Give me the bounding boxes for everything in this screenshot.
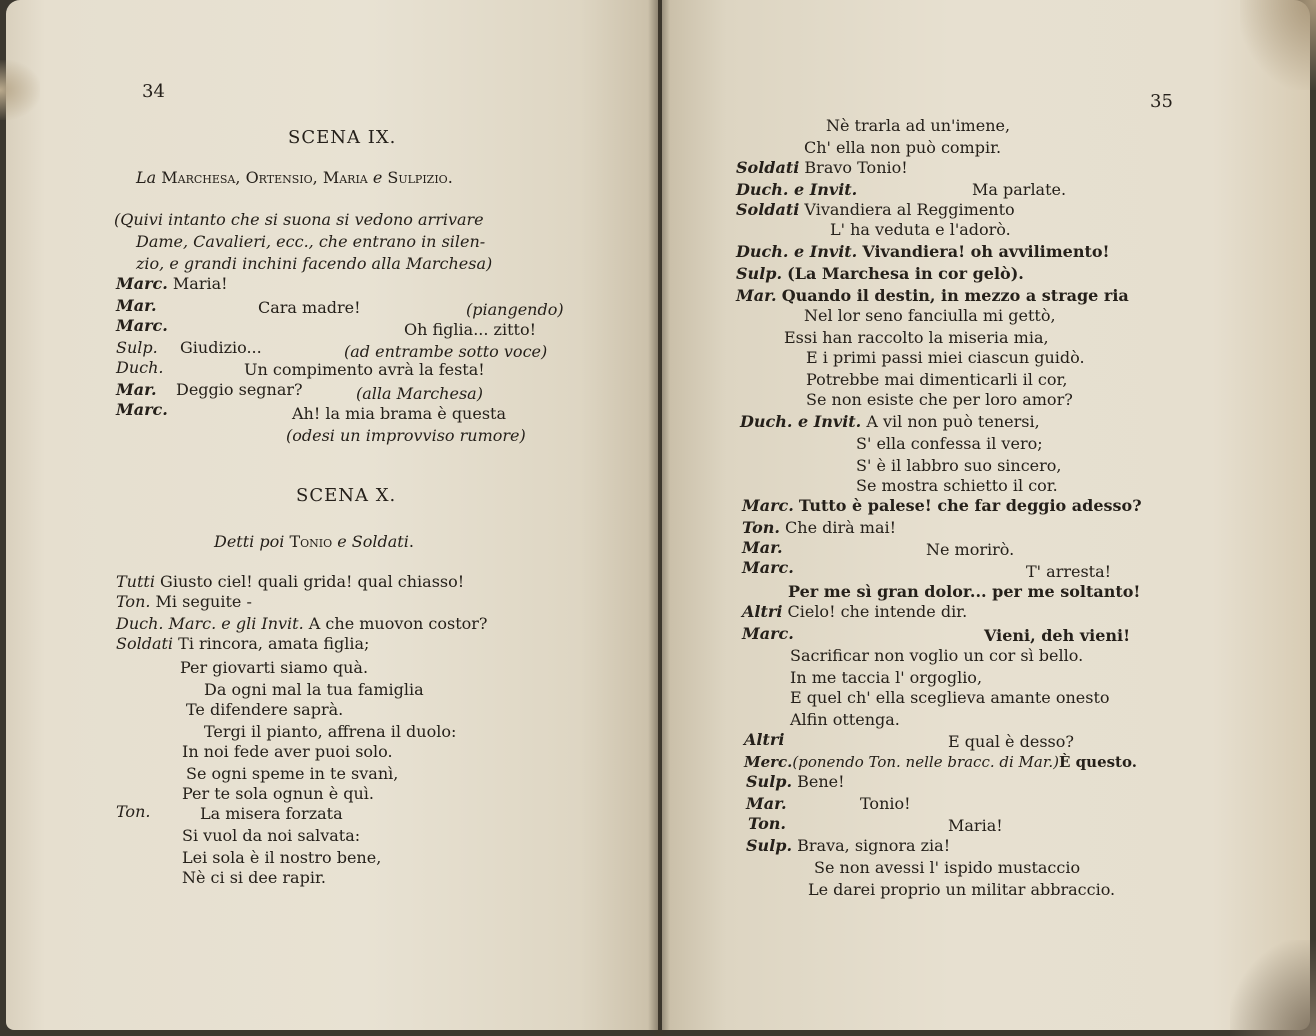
cast-text: , <box>312 168 323 187</box>
line-text: Bene! <box>797 772 845 791</box>
verse-line: Tergi il pianto, affrena il duolo: <box>204 722 457 741</box>
verse-line: Potrebbe mai dimenticarli il cor, <box>806 370 1068 389</box>
line-text: Tonio! <box>860 794 911 813</box>
verse-line: E quel ch' ella sceglieva amante onesto <box>790 688 1110 707</box>
verse-line: Per giovarti siamo quà. <box>180 658 369 677</box>
scene-cast <box>214 532 414 552</box>
verse-line: E i primi passi miei ciascun guidò. <box>806 348 1085 367</box>
speaker-name: Marc. <box>742 496 794 515</box>
cast-name: Sulpizio <box>387 168 448 187</box>
verse-line: Se non avessi l' ispido mustaccio <box>814 858 1081 877</box>
line-text: Vieni, deh vieni! <box>984 626 1131 645</box>
line-text: Ne morirò. <box>926 540 1015 559</box>
speaker-name: Altri <box>742 602 783 621</box>
verse-line: In noi fede aver puoi solo. <box>182 742 393 761</box>
stage-direction: (piangendo) <box>466 300 564 319</box>
line-text: Brava, signora zia! <box>797 836 951 855</box>
stage-direction: (ponendo Ton. nelle bracc. di Mar.) <box>792 753 1060 771</box>
dialogue-line <box>116 274 228 294</box>
scene-title: SCENA IX. <box>288 127 397 148</box>
speaker-name: Duch. e Invit. <box>736 180 858 199</box>
verse-line: Da ogni mal la tua famiglia <box>204 680 424 699</box>
cast-name: Soldati <box>351 532 409 551</box>
dialogue-line <box>744 752 1137 772</box>
line-text: Bravo Tonio! <box>804 158 908 177</box>
verse-line: Alfin ottenga. <box>790 710 900 729</box>
verse-line: S' è il labbro suo sincero, <box>856 456 1062 475</box>
dialogue-line <box>736 264 1024 284</box>
dialogue-line <box>742 518 896 538</box>
speaker-name: Mar. <box>746 794 787 813</box>
line-text: Un compimento avrà la festa! <box>244 360 485 379</box>
stage-direction: zio, e grandi inchini facendo alla Marchesa) <box>136 254 493 273</box>
verse-line: Lei sola è il nostro bene, <box>182 848 382 867</box>
stage-direction: (ad entrambe sotto voce) <box>344 342 548 361</box>
speaker-name: Sulp. <box>116 338 158 357</box>
line-text: A che muovon costor? <box>308 614 488 633</box>
page-number: 35 <box>1150 91 1173 112</box>
speaker-name: Mar. <box>116 380 157 399</box>
page-stain <box>1230 940 1316 1036</box>
verse-line: L' ha veduta e l'adorò. <box>830 220 1011 239</box>
page-number: 34 <box>142 81 165 102</box>
speaker-name: Duch. e Invit. <box>736 242 858 261</box>
verse-line: Per me sì gran dolor... per me soltanto! <box>788 582 1141 601</box>
speaker-name: Marc. <box>116 274 168 293</box>
dialogue-line <box>116 634 369 654</box>
speaker-name: Sulp. <box>746 836 793 855</box>
speaker-name: Marc. <box>742 558 794 577</box>
dialogue-line <box>742 602 967 622</box>
cast-text: e <box>332 532 352 551</box>
speaker-name: Soldati <box>736 200 800 219</box>
cast-text: Detti poi <box>214 532 290 551</box>
line-text: Vivandiera! oh avvilimento! <box>862 242 1110 261</box>
cast-text: . <box>447 168 453 187</box>
stage-direction: (Quivi intanto che si suona si vedono arrivare <box>114 210 484 229</box>
dialogue-line <box>736 200 1015 220</box>
verse-line: Nè ci si dee rapir. <box>182 868 326 887</box>
speaker-name: Altri <box>744 730 785 749</box>
stage-direction: Dame, Cavalieri, ecc., che entrano in silen- <box>136 232 486 251</box>
line-text: Giudizio... <box>180 338 262 357</box>
verse-line: Per te sola ognun è quì. <box>182 784 374 803</box>
dialogue-line <box>116 572 464 592</box>
line-text: A vil non può tenersi, <box>866 412 1040 431</box>
line-text: Giusto ciel! quali grida! qual chiasso! <box>160 572 465 591</box>
line-text: Ti rincora, amata figlia; <box>178 634 370 653</box>
line-text: Cara madre! <box>258 298 361 317</box>
stage-direction: (odesi un improvviso rumore) <box>286 426 526 445</box>
speaker-name: Soldati <box>736 158 800 177</box>
scene-title: SCENA X. <box>296 485 397 506</box>
dialogue-line <box>736 286 1129 306</box>
line-text: Tutto è palese! che far deggio adesso? <box>798 496 1142 515</box>
dialogue-line <box>742 496 1142 516</box>
verse-line: Se mostra schietto il cor. <box>856 476 1058 495</box>
verse-line: Sacrificar non voglio un cor sì bello. <box>790 646 1084 665</box>
line-text: Che dirà mai! <box>785 518 897 537</box>
page-stain <box>0 60 40 120</box>
line-text: Maria! <box>948 816 1003 835</box>
verse-line: Le darei proprio un militar abbraccio. <box>808 880 1116 899</box>
stage-direction: (alla Marchesa) <box>356 384 483 403</box>
dialogue-line <box>746 772 845 792</box>
line-text: Ah! la mia brama è questa <box>292 404 507 423</box>
speaker-name: Marc. <box>742 624 794 643</box>
cast-text: , <box>235 168 246 187</box>
line-text: (La Marchesa in cor gelò). <box>787 264 1024 283</box>
line-text: E qual è desso? <box>948 732 1074 751</box>
cast-name: Marchesa <box>161 168 236 187</box>
verse-line: In me taccia l' orgoglio, <box>790 668 983 687</box>
speaker-name: Tutti <box>116 572 155 591</box>
cast-name: Ortensio <box>245 168 313 187</box>
speaker-name: Marc. <box>116 400 168 419</box>
speaker-name: Sulp. <box>736 264 783 283</box>
verse-line: Nel lor seno fanciulla mi gettò, <box>804 306 1056 325</box>
line-text: Deggio segnar? <box>176 380 303 399</box>
scene-cast <box>136 168 453 188</box>
cast-name: Maria <box>322 168 368 187</box>
line-text: Maria! <box>172 274 228 293</box>
speaker-name: Duch. <box>116 358 164 377</box>
speaker-name: Ton. <box>742 518 780 537</box>
speaker-name: Mar. <box>742 538 783 557</box>
verse-line: Se non esiste che per loro amor? <box>806 390 1073 409</box>
book-gutter <box>648 0 670 1036</box>
line-text: Vivandiera al Reggimento <box>804 200 1015 219</box>
line-text: Mi seguite - <box>155 592 252 611</box>
verse-line: Se ogni speme in te svanì, <box>186 764 399 783</box>
page-stain <box>1240 0 1316 90</box>
dialogue-line <box>116 592 252 612</box>
line-text: Cielo! che intende dir. <box>787 602 968 621</box>
cast-text: e <box>367 168 388 187</box>
verse-line: Ch' ella non può compir. <box>804 138 1002 157</box>
speaker-name: Duch. e Invit. <box>740 412 862 431</box>
line-text: T' arresta! <box>1026 562 1112 581</box>
verse-line: Te difendere saprà. <box>186 700 344 719</box>
dialogue-line <box>746 836 950 856</box>
speaker-name: Mar. <box>736 286 777 305</box>
speaker-name: Ton. <box>116 802 151 821</box>
left-page <box>6 0 658 1030</box>
verse-line: La misera forzata <box>200 804 343 823</box>
speaker-name: Sulp. <box>746 772 793 791</box>
speaker-name: Soldati <box>116 634 174 653</box>
dialogue-line <box>736 158 908 178</box>
line-text: Oh figlia... zitto! <box>404 320 537 339</box>
cast-text: . <box>408 532 414 551</box>
speaker-name: Merc. <box>744 753 793 771</box>
cast-text: La <box>136 168 162 187</box>
line-text: Ma parlate. <box>972 180 1067 199</box>
speaker-name: Marc. <box>116 316 168 335</box>
dialogue-line <box>116 614 488 634</box>
verse-line: Nè trarla ad un'imene, <box>826 116 1011 135</box>
line-text: È questo. <box>1059 753 1137 771</box>
cast-name: Tonio <box>289 532 333 551</box>
speaker-name: Ton. <box>748 814 786 833</box>
speaker-name: Ton. <box>116 592 151 611</box>
dialogue-line <box>736 242 1110 262</box>
speaker-name: Mar. <box>116 296 157 315</box>
line-text: Quando il destin, in mezzo a strage ria <box>781 286 1129 305</box>
verse-line: S' ella confessa il vero; <box>856 434 1043 453</box>
dialogue-line <box>740 412 1040 432</box>
speaker-name: Duch. Marc. e gli Invit. <box>116 614 304 633</box>
verse-line: Si vuol da noi salvata: <box>182 826 361 845</box>
verse-line: Essi han raccolto la miseria mia, <box>784 328 1049 347</box>
